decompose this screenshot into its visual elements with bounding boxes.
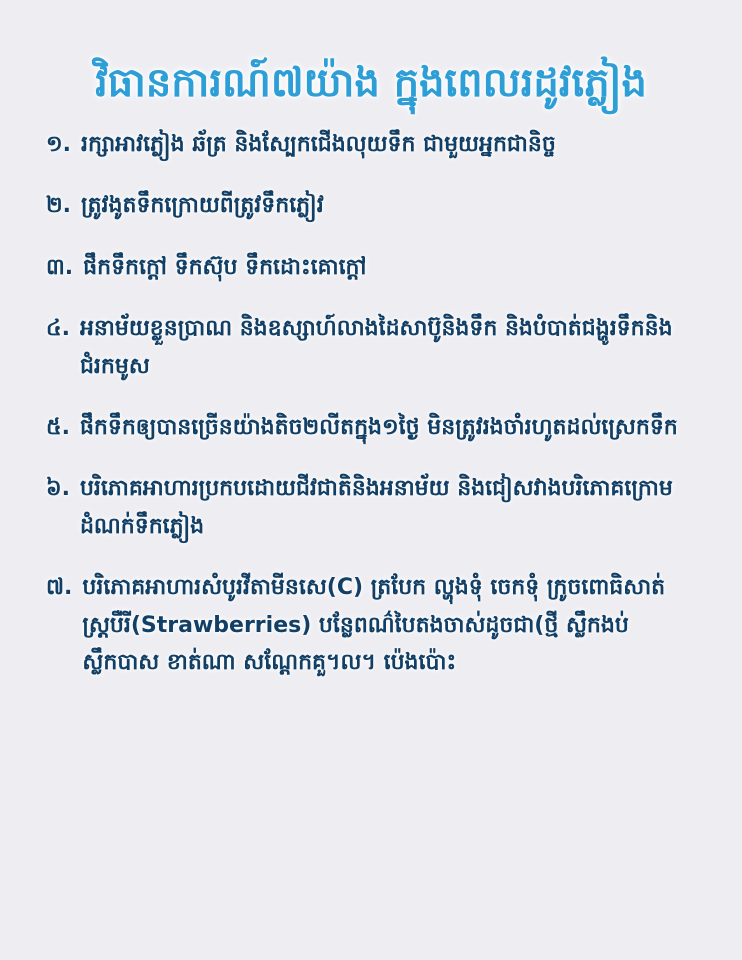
- list-item: [46, 187, 696, 224]
- item-text: បរិភោគអាហារប្រកបដោយជីវជាតិនិងអនាម័យ និងជៀសវាងបរិភោគក្រោមដំណក់ទឹកភ្លៀង: [79, 476, 673, 539]
- item-text: ផឹកទឹកក្តៅ ទឹកស៊ុប ទឹកដោះគោក្តៅ: [83, 254, 367, 280]
- item-text: អនាម័យខ្លួនប្រាណ និងឧស្សាហ៍លាងដៃសាប៊ូនិងទឹក និងបំបាត់ជង្ហូរទឹកនិងជំរកមូស: [79, 316, 673, 379]
- item-text: រក្សាអាវភ្លៀង ឆ័ត្រ និងស្បែកជើងលុយទឹក ជាមួយអ្នកជានិច្ច: [81, 132, 556, 157]
- item-number: ១.: [46, 132, 72, 157]
- item-number: ៥.: [46, 414, 70, 440]
- measure-list: [46, 126, 696, 681]
- list-item: [46, 470, 696, 545]
- item-text: ផឹកទឹកឲ្យបានច្រើនយ៉ាងតិច២លីតក្នុង១ថ្ងៃ មិនត្រូវរងចាំរហូតដល់ស្រេកទឹក: [79, 414, 678, 440]
- item-text: ត្រូវងូតទឹកក្រោយពីត្រូវទឹកភ្លៀវ: [81, 193, 324, 219]
- list-item: [46, 310, 696, 385]
- list-item: [46, 409, 696, 446]
- item-number: ៤.: [46, 316, 70, 342]
- list-item: [46, 249, 696, 286]
- item-number: ២.: [46, 193, 72, 219]
- list-item: [46, 569, 696, 681]
- poster-title: វិធានការណ៍៧យ៉ាង ក្នុងពេលរដូវភ្លៀង: [95, 60, 647, 106]
- item-number: ៦.: [46, 476, 70, 502]
- list-item: [46, 126, 696, 163]
- item-text: បរិភោគអាហារសំបូរវីតាមីនសេ(C) ត្របែក ល្ហុងទុំ ចេកទុំ ក្រូចពោធិសាត់ ស្ត្របឺរី(Strawberries) បន្លែពណ៌បៃតងចាស់ដូចជា(ថ្មី ស្លឹកងប់ ស្លឹកបាស ខាត់ណា សណ្តែកគួ។ល។ ប៉េងប៉ោះ: [82, 575, 666, 675]
- item-number: ៧.: [46, 575, 73, 601]
- item-number: ៣.: [46, 254, 74, 280]
